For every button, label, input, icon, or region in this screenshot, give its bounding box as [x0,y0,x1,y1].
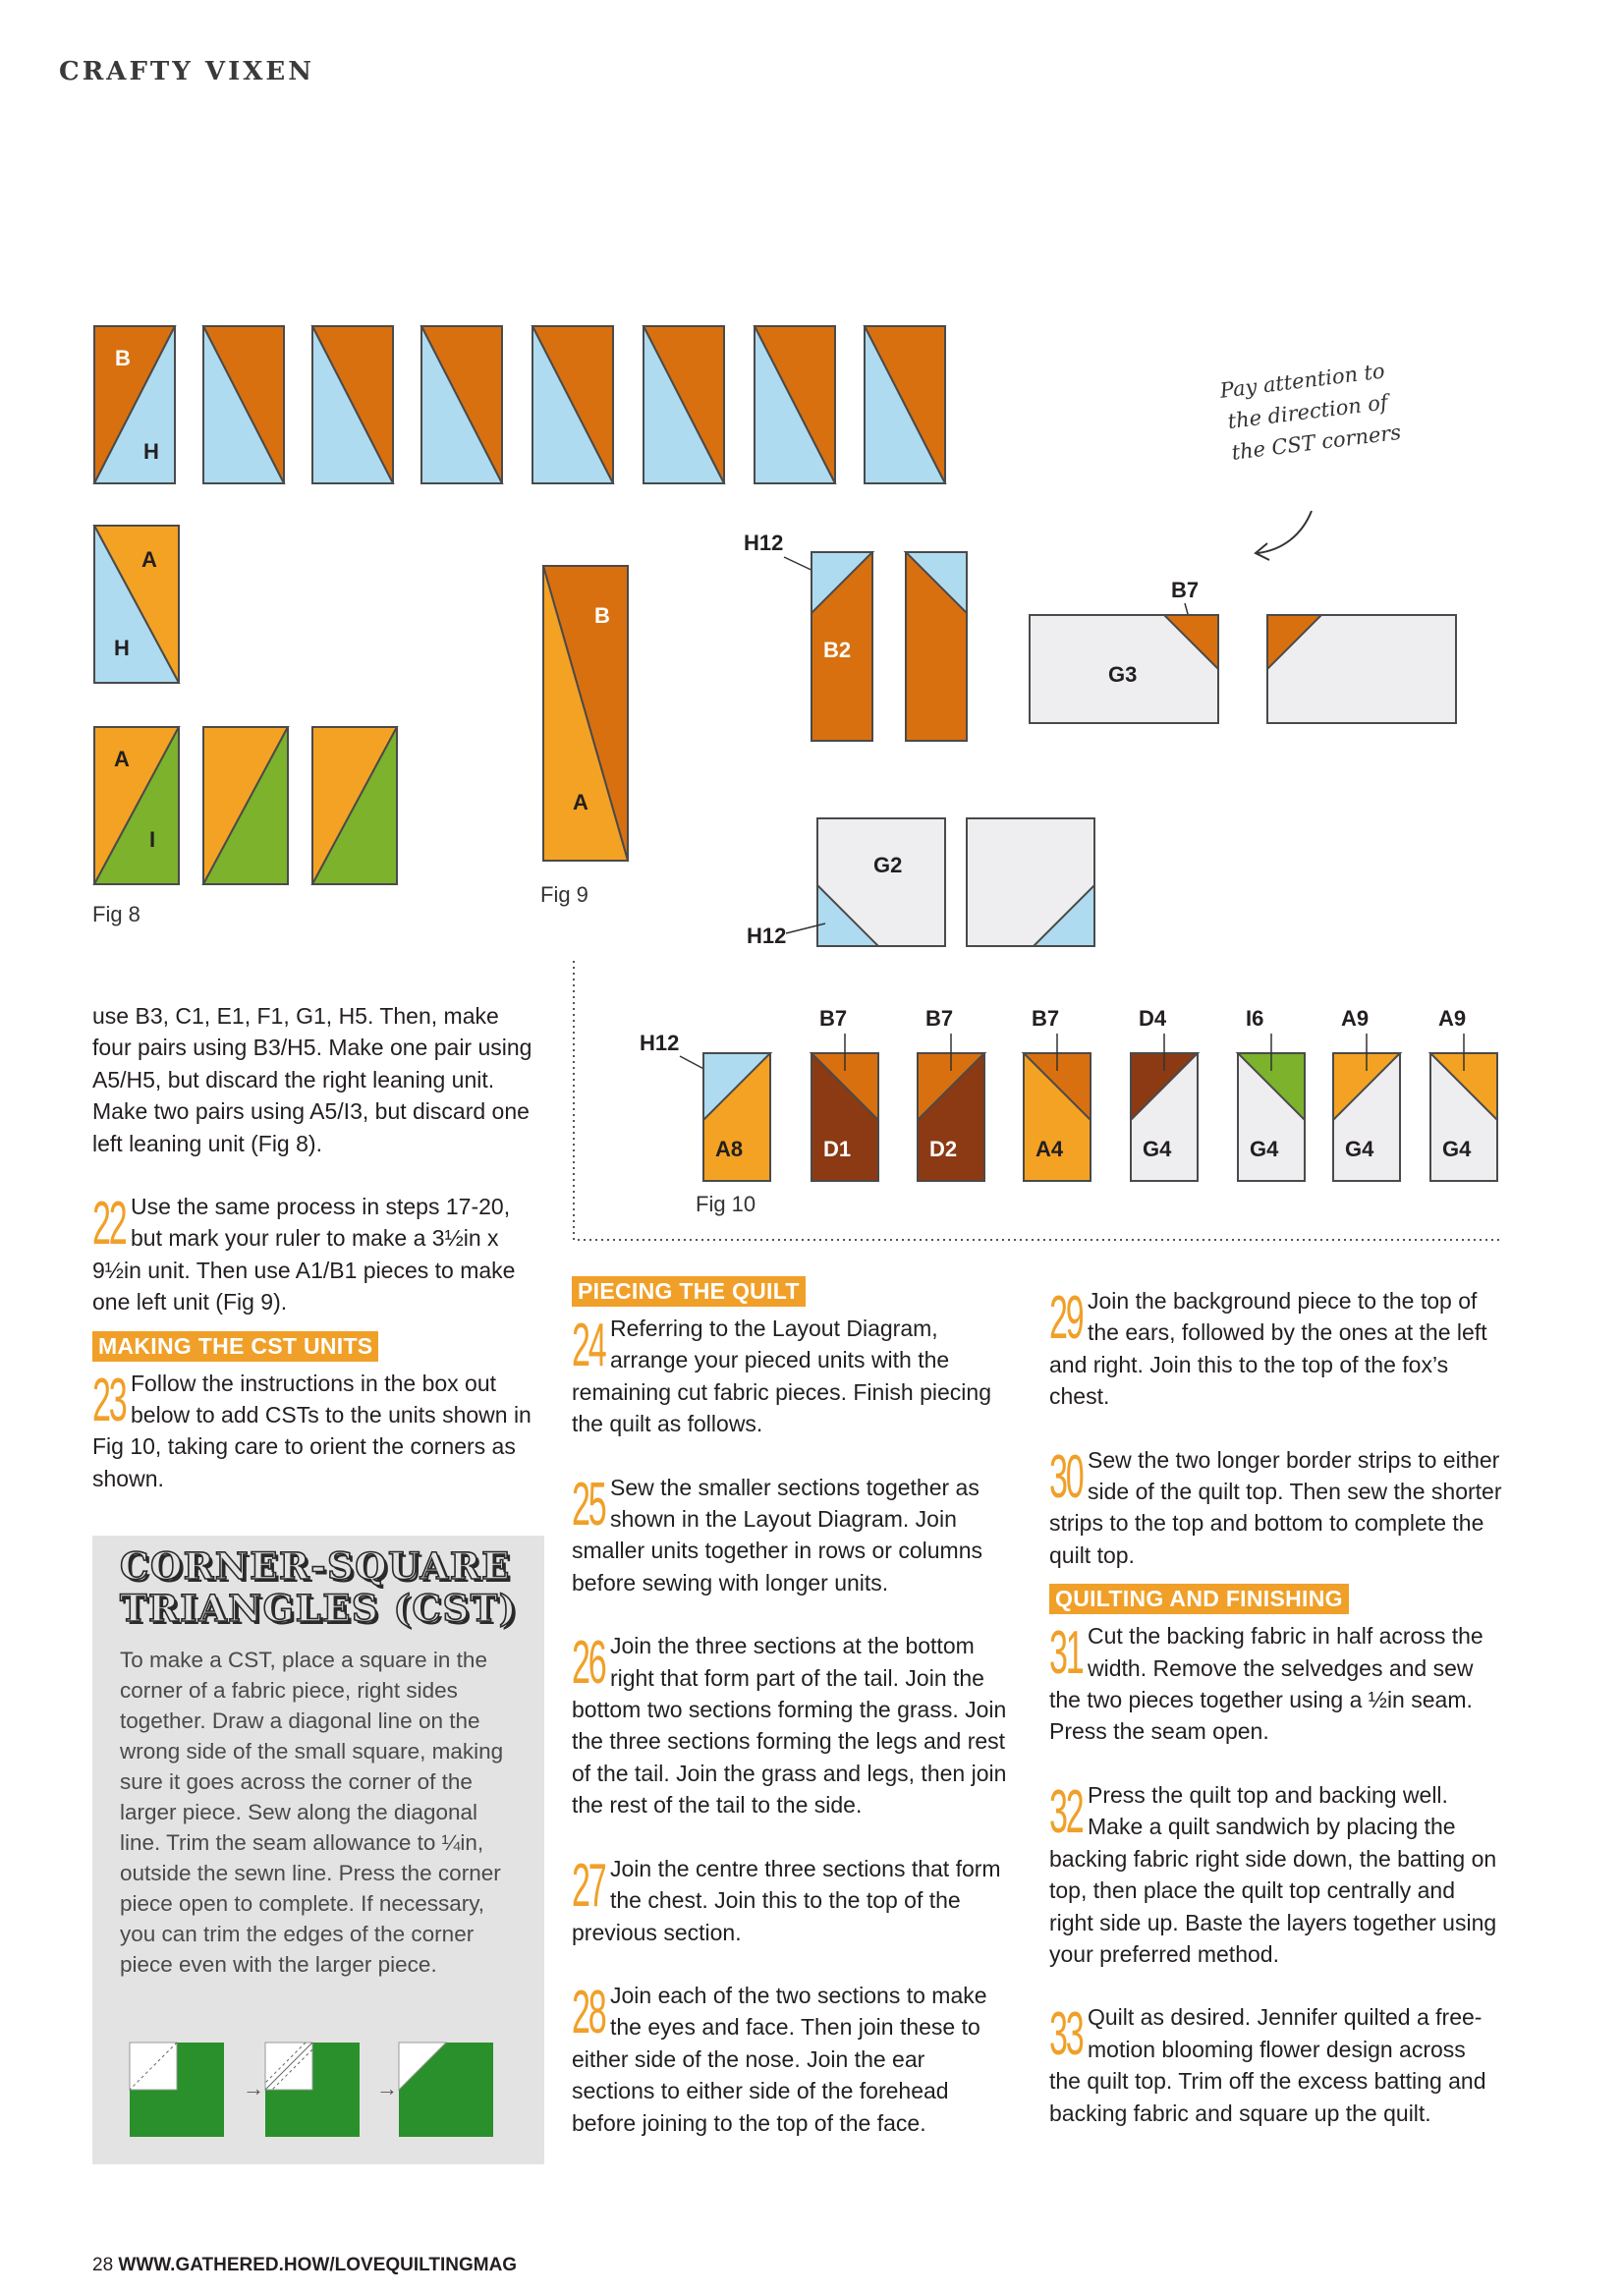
step-number: 23 [92,1366,126,1434]
cst-white-square [130,2043,177,2090]
cst-title-line: TRIANGLES (CST) [120,1587,518,1630]
cst-box-title [120,1545,518,1630]
step-number: 29 [1049,1284,1083,1352]
step-25 [572,1472,1014,1599]
piece-label: A [114,747,130,771]
step-number: 22 [92,1190,126,1259]
cst-arrow: → [243,2076,264,2100]
cst-box-text: To make a CST, place a square in the corner of a fabric piece, right sides together. Draw a diagonal line on the wrong side of the small square, making sure it goes across the corner of the larger piece. Sew along the diagonal line. Trim the seam allowance to ¼in, outside the sewn line. Press the corner piece open to complete. If necessary, you can trim the edges of the corner piece even with the larger piece. [120,1648,504,1977]
step-text: Follow the instructions in the box out below to add CSTs to the units shown in Fig 10, taking care to orient the corners as shown. [92,1370,532,1491]
column-2 [572,1275,1014,2139]
footer-url: WWW.GATHERED.HOW/LOVEQUILTINGMAG [118,2255,518,2275]
piece-label: A [573,790,588,814]
fig10-caption: Fig 10 [696,1192,756,1216]
piece-label: D4 [1139,1006,1167,1031]
fig10-cst-units [640,1006,1497,1181]
piece-label: D1 [823,1137,852,1161]
step-30 [1049,1444,1503,1572]
note-line: Pay attention to [1218,359,1386,403]
step-number: 27 [572,1851,605,1920]
step-number: 26 [572,1629,605,1698]
note-arrow [1258,511,1312,553]
heading-wrap [1049,1583,1503,1620]
step-text: Press the quilt top and backing well. Make a quilt sandwich by placing the backing fabric right side down, the batting on top, then place the quilt top centrally and right side up. Baste the layers together using your preferred method. [1049,1781,1497,1967]
step-number: 25 [572,1470,605,1539]
column-3 [1049,1285,1503,2129]
piece-label: G4 [1442,1137,1472,1161]
step-number: 28 [572,1978,605,2046]
step-text: Sew the two longer border strips to either side of the quilt top. Then sew the shorter strips to the top and bottom to complete the quilt top. [1049,1446,1502,1568]
note-line: the CST corners [1230,420,1403,465]
step-text: Join the centre three sections that form the chest. Join this to the top of the previous section. [572,1855,1001,1945]
piece-label: B [594,603,610,628]
fig8-caption: Fig 8 [92,902,140,926]
column-1 [92,1000,542,1494]
step-number: 33 [1049,2000,1083,2069]
heading-wrap [572,1275,1014,1313]
step-text: Join the three sections at the bottom right that form part of the tail. Join the bottom two sections forming the grass. Join the three sections forming the legs and rest of the tail. Join the grass and legs, then join the rest of the tail to the side. [572,1633,1007,1819]
magazine-section-header: CRAFTY VIXEN [59,57,314,86]
piece-label: H12 [747,924,787,948]
step-27 [572,1853,1014,1948]
step-number: 24 [572,1312,605,1379]
fig-b2-units [744,531,967,741]
page-number: 28 [92,2255,114,2275]
step-32 [1049,1779,1503,1970]
piece-label: I [149,827,156,852]
piece-label: G3 [1108,662,1138,687]
step-number: 31 [1049,1619,1083,1688]
cst-arrow: → [376,2076,398,2100]
cst-steps-illustration [128,2041,521,2139]
fig9-caption: Fig 9 [540,882,588,907]
piece-label: A9 [1341,1006,1370,1031]
piece-label: A8 [715,1137,744,1161]
section-heading-cst: MAKING THE CST UNITS [92,1331,378,1362]
step-24 [572,1313,1014,1440]
step-text: Join each of the two sections to make the eyes and face. Then join these to either side of the nose. Join the ear sections to either side of the forehead before joining to the top of the face. [572,1982,987,2136]
step-31 [1049,1620,1503,1748]
step-29 [1049,1285,1503,1413]
piece-label: G4 [1345,1137,1374,1161]
fig-g2-units [747,818,1094,948]
step-28 [572,1980,1014,2139]
piece-label: H12 [640,1031,680,1055]
piece-label: A9 [1438,1006,1467,1031]
piece-label: B7 [819,1006,848,1031]
piece-label: A [141,547,157,572]
piece-label: B7 [925,1006,954,1031]
piece-label: B [115,346,131,370]
step-33 [1049,2001,1503,2129]
step-text: Sew the smaller sections together as shown in the Layout Diagram. Join smaller units together in rows or columns before sewing with longer units. [572,1474,982,1596]
piece-label: B2 [823,638,852,662]
piece-label: G2 [873,853,903,877]
step-number: 32 [1049,1777,1083,1846]
section-heading-quilting: QUILTING AND FINISHING [1049,1584,1349,1614]
page-footer [92,2255,517,2276]
piece-label: B7 [1032,1006,1060,1031]
step-text: Cut the backing fabric in half across the width. Remove the selvedges and sew the two pieces together using a ½in seam. Press the seam open. [1049,1623,1483,1745]
piece-label: D2 [929,1137,958,1161]
step-23 [92,1368,542,1495]
intro-paragraph: use B3, C1, E1, F1, G1, H5. Then, make four pairs using B3/H5. Make one pair using A5/H5, but discard the right leaning unit. Make two pairs using A5/I3, but discard one left leaning unit (Fig 8). [92,1003,532,1156]
piece-label: A4 [1035,1137,1064,1161]
fig-g3-units [1030,578,1456,723]
step-text: Join the background piece to the top of the ears, followed by the ones at the left and right. Join this to the top of the fox’s chest. [1049,1288,1487,1410]
heading-wrap [92,1330,542,1368]
piece-label: H [143,439,159,464]
section-heading-piecing: PIECING THE QUILT [572,1276,806,1307]
piece-label: I6 [1246,1006,1264,1031]
step-text: Referring to the Layout Diagram, arrange your pieced units with the remaining cut fabric pieces. Finish piecing the quilt as follows. [572,1316,991,1437]
piece-label: H12 [744,531,784,555]
note-line: the direction of [1226,390,1389,434]
step-number: 30 [1049,1442,1083,1511]
step-text: Use the same process in steps 17-20, but mark your ruler to make a 3½in x 9½in unit. Then use A1/B1 pieces to make one left unit (Fig 9). [92,1194,516,1316]
step-26 [572,1630,1014,1820]
piece-label: H [114,636,130,660]
piece-label: G4 [1250,1137,1279,1161]
piece-label: B7 [1171,578,1200,602]
step-text: Quilt as desired. Jennifer quilted a free-motion blooming flower design across the quilt top. Trim off the excess batting and backing fabric and square up the quilt. [1049,2004,1486,2126]
cst-title-line: CORNER-SQUARE [120,1544,511,1588]
fig9-long-unit [543,566,628,861]
step-22 [92,1191,542,1318]
piece-label: G4 [1143,1137,1172,1161]
